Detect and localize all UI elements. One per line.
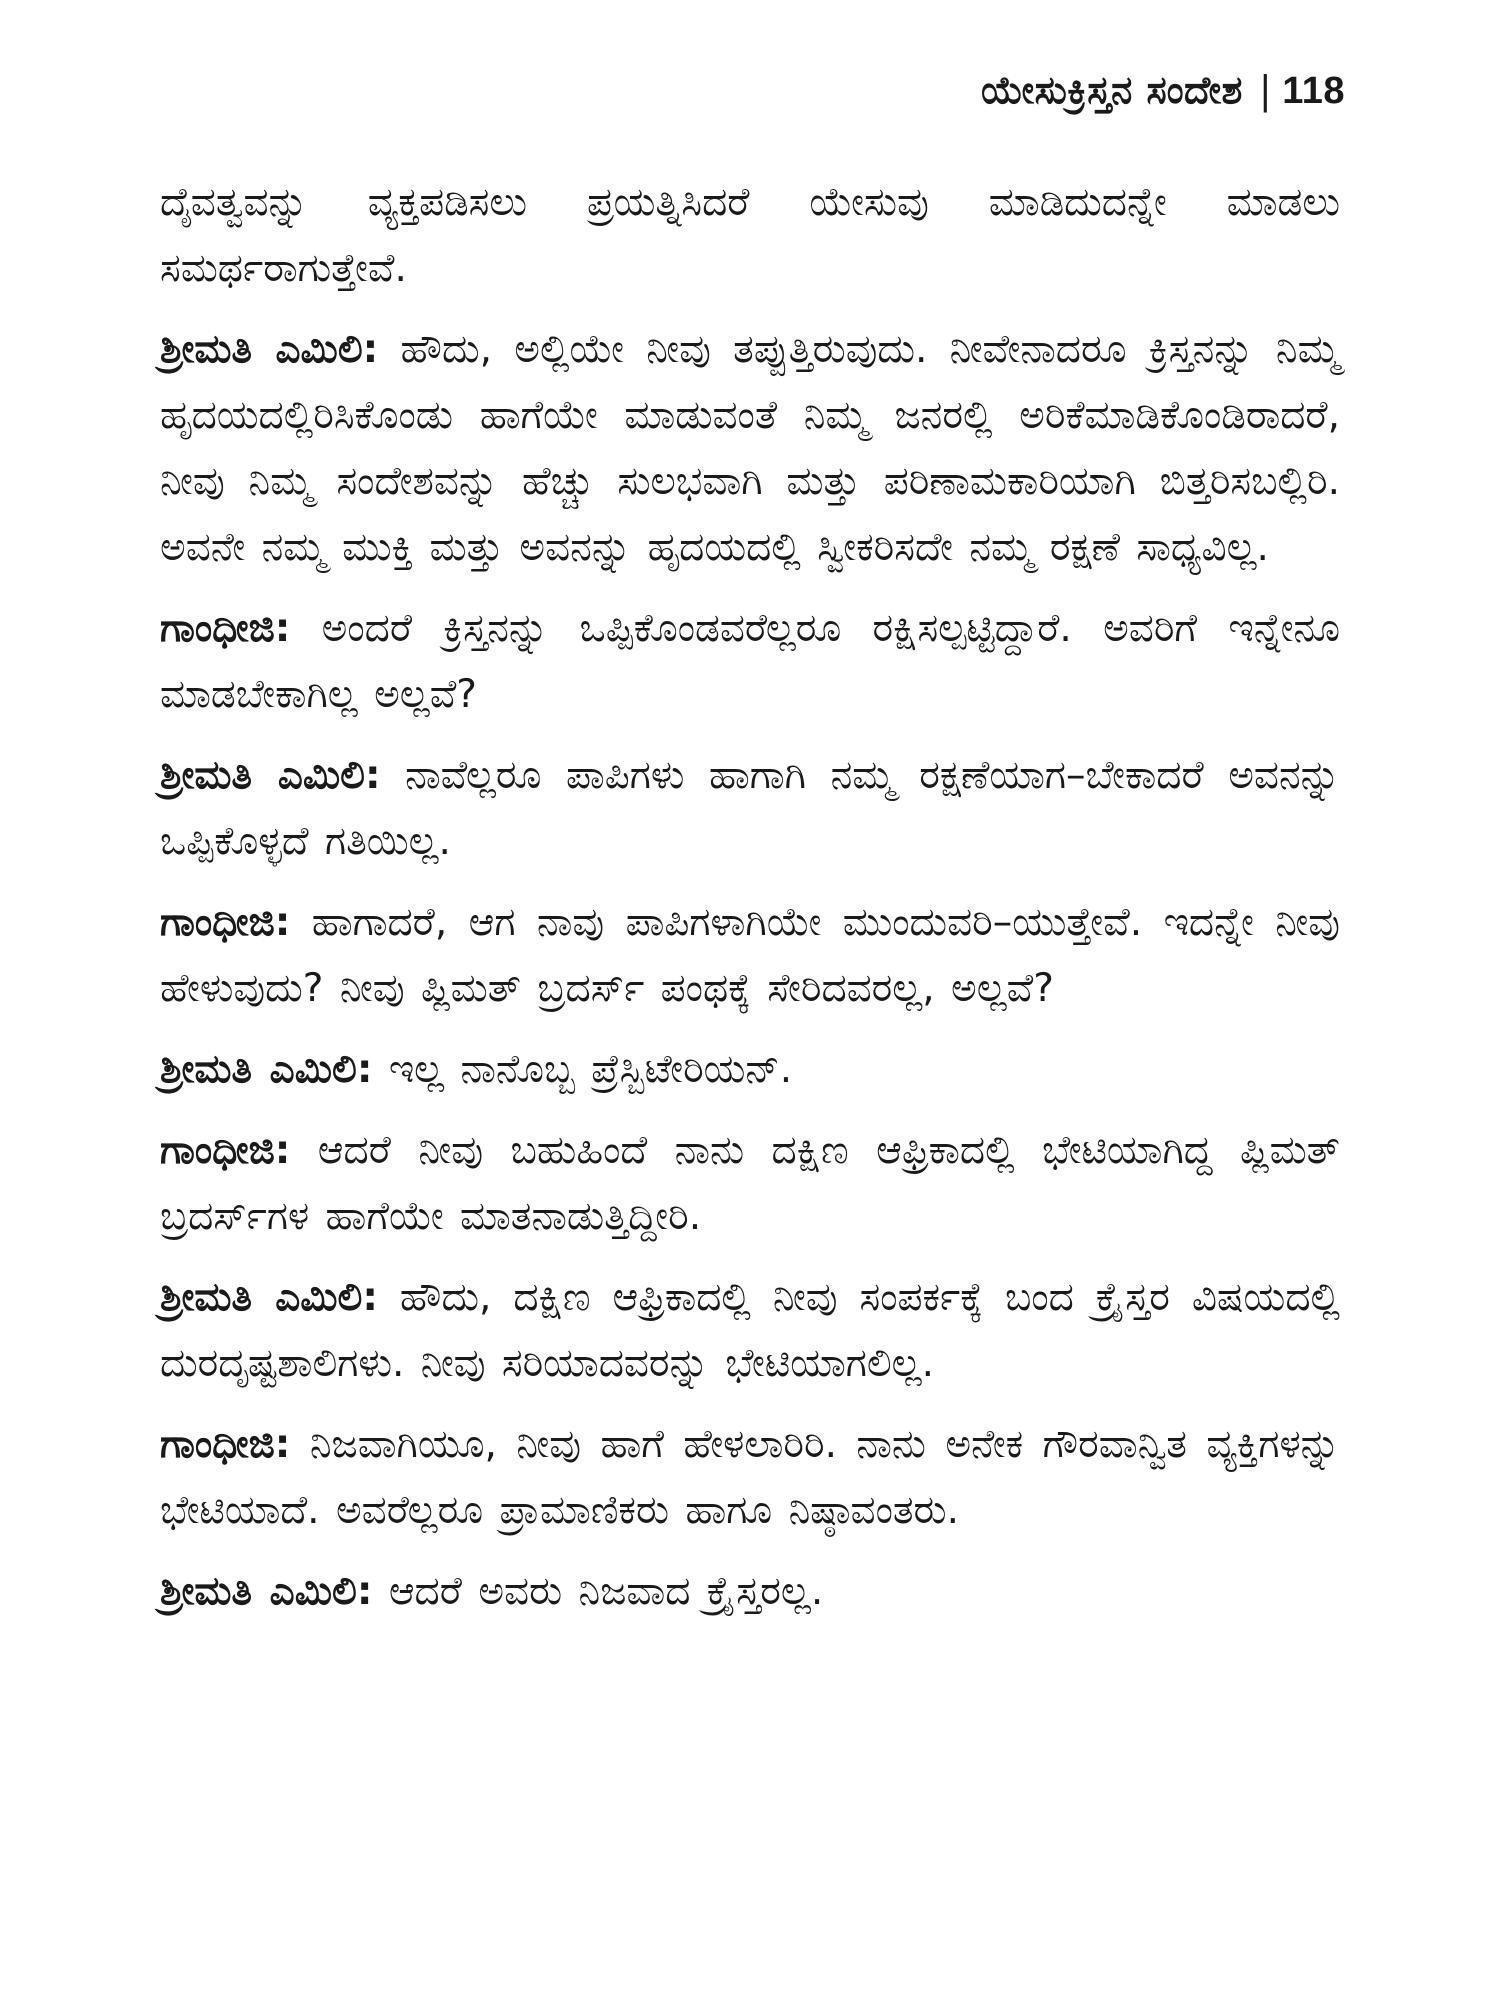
dialogue-text: ಹೌದು, ದಕ್ಷಿಣ ಆಫ್ರಿಕಾದಲ್ಲಿ ನೀವು ಸಂಪರ್ಕಕ್ಕೆ ಬಂದ ಕ್ರೈಸ್ತರ ವಿಷಯದಲ್ಲಿ ದುರದೃಷ್ಟಶಾಲಿಗಳು. ನೀವು ಸರಿಯಾದವರನ್ನು ಭೇಟಿಯಾಗಲಿಲ್ಲ. <box>160 1275 1341 1386</box>
speaker-label: ಶ್ರೀಮತಿ ಎಮಿಲಿ: <box>160 1275 378 1320</box>
paragraph <box>160 1118 1340 1250</box>
paragraph <box>160 1037 1340 1103</box>
paragraph <box>160 1265 1340 1397</box>
paragraph <box>160 743 1340 875</box>
paragraph <box>160 596 1340 728</box>
header-separator: | <box>1258 68 1273 112</box>
speaker-label: ಗಾಂಧೀಜಿ: <box>160 900 291 945</box>
page-number: 118 <box>1282 70 1345 112</box>
paragraph <box>160 317 1340 581</box>
dialogue-text: ಆದರೆ ನೀವು ಬಹುಹಿಂದೆ ನಾನು ದಕ್ಷಿಣ ಆಫ್ರಿಕಾದಲ್ಲಿ ಭೇಟಿಯಾಗಿದ್ದ ಪ್ಲಿಮತ್ ಬ್ರದರ್ಸ್‌ಗಳ ಹಾಗೆಯೇ ಮಾತನಾಡುತ್ತಿದ್ದೀರಿ. <box>160 1128 1340 1239</box>
speaker-label: ಗಾಂಧೀಜಿ: <box>160 1422 291 1467</box>
book-title: ಯೇಸುಕ್ರಿಸ್ತನ ಸಂದೇಶ <box>980 68 1243 112</box>
speaker-label: ಶ್ರೀಮತಿ ಎಮಿಲಿ: <box>160 327 379 372</box>
paragraph <box>160 170 1340 302</box>
paragraph <box>160 1559 1340 1625</box>
running-head <box>981 68 1345 113</box>
speaker-label: ಗಾಂಧೀಜಿ: <box>160 1128 291 1173</box>
dialogue-text: ಹಾಗಾದರೆ, ಆಗ ನಾವು ಪಾಪಿಗಳಾಗಿಯೇ ಮುಂದುವರಿ–ಯುತ್ತೇವೆ. ಇದನ್ನೇ ನೀವು ಹೇಳುವುದು? ನೀವು ಪ್ಲಿಮತ್ ಬ್ರದರ್ಸ್ ಪಂಥಕ್ಕೆ ಸೇರಿದವರಲ್ಲ, ಅಲ್ಲವೆ? <box>160 900 1340 1011</box>
speaker-label: ಶ್ರೀಮತಿ ಎಮಿಲಿ: <box>160 753 381 798</box>
paragraph <box>160 1412 1340 1544</box>
dialogue-text: ಆದರೆ ಅವರು ನಿಜವಾದ ಕ್ರೈಸ್ತರಲ್ಲ. <box>372 1569 824 1614</box>
dialogue-text: ದೈವತ್ವವನ್ನು ವ್ಯಕ್ತಪಡಿಸಲು ಪ್ರಯತ್ನಿಸಿದರೆ ಯೇಸುವು ಮಾಡಿದುದನ್ನೇ ಮಾಡಲು ಸಮರ್ಥರಾಗುತ್ತೇವೆ. <box>160 180 1340 291</box>
body-text <box>160 170 1340 1640</box>
speaker-label: ಶ್ರೀಮತಿ ಎಮಿಲಿ: <box>160 1569 373 1614</box>
dialogue-text: ಹೌದು, ಅಲ್ಲಿಯೇ ನೀವು ತಪ್ಪುತ್ತಿರುವುದು. ನೀವೇನಾದರೂ ಕ್ರಿಸ್ತನನ್ನು ನಿಮ್ಮ ಹೃದಯದಲ್ಲಿರಿಸಿಕೊಂಡು ಹಾಗೆಯೇ ಮಾಡುವಂತೆ ನಿಮ್ಮ ಜನರಲ್ಲಿ ಅರಿಕೆಮಾಡಿಕೊಂಡಿರಾದರೆ, ನೀವು ನಿಮ್ಮ ಸಂದೇಶವನ್ನು ಹೆಚ್ಚು ಸುಲಭವಾಗಿ ಮತ್ತು ಪರಿಣಾಮಕಾರಿಯಾಗಿ ಬಿತ್ತರಿಸಬಲ್ಲಿರಿ. ಅವನೇ ನಮ್ಮ ಮುಕ್ತಿ ಮತ್ತು ಅವನನ್ನು ಹೃದಯದಲ್ಲಿ ಸ್ವೀಕರಿಸದೇ ನಮ್ಮ ರಕ್ಷಣೆ ಸಾಧ್ಯವಿಲ್ಲ. <box>160 327 1341 570</box>
dialogue-text: ಇಲ್ಲ ನಾನೊಬ್ಬ ಪ್ರೆಸ್ಬಿಟೇರಿಯನ್. <box>372 1047 793 1092</box>
dialogue-text: ಅಂದರೆ ಕ್ರಿಸ್ತನನ್ನು ಒಪ್ಪಿಕೊಂಡವರೆಲ್ಲರೂ ರಕ್ಷಿಸಲ್ಪಟ್ಟಿದ್ದಾರೆ. ಅವರಿಗೆ ಇನ್ನೇನೂ ಮಾಡಬೇಕಾಗಿಲ್ಲ ಅಲ್ಲವೆ? <box>160 606 1340 717</box>
speaker-label: ಗಾಂಧೀಜಿ: <box>160 606 291 651</box>
dialogue-text: ನಾವೆಲ್ಲರೂ ಪಾಪಿಗಳು ಹಾಗಾಗಿ ನಮ್ಮ ರಕ್ಷಣೆಯಾಗ–ಬೇಕಾದರೆ ಅವನನ್ನು ಒಪ್ಪಿಕೊಳ್ಳದೆ ಗತಿಯಿಲ್ಲ. <box>160 753 1341 864</box>
dialogue-text: ನಿಜವಾಗಿಯೂ, ನೀವು ಹಾಗೆ ಹೇಳಲಾರಿರಿ. ನಾನು ಅನೇಕ ಗೌರವಾನ್ವಿತ ವ್ಯಕ್ತಿಗಳನ್ನು ಭೇಟಿಯಾದೆ. ಅವರೆಲ್ಲರೂ ಪ್ರಾಮಾಣಿಕರು ಹಾಗೂ ನಿಷ್ಠಾವಂತರು. <box>160 1422 1340 1533</box>
speaker-label: ಶ್ರೀಮತಿ ಎಮಿಲಿ: <box>160 1047 373 1092</box>
paragraph <box>160 890 1340 1022</box>
